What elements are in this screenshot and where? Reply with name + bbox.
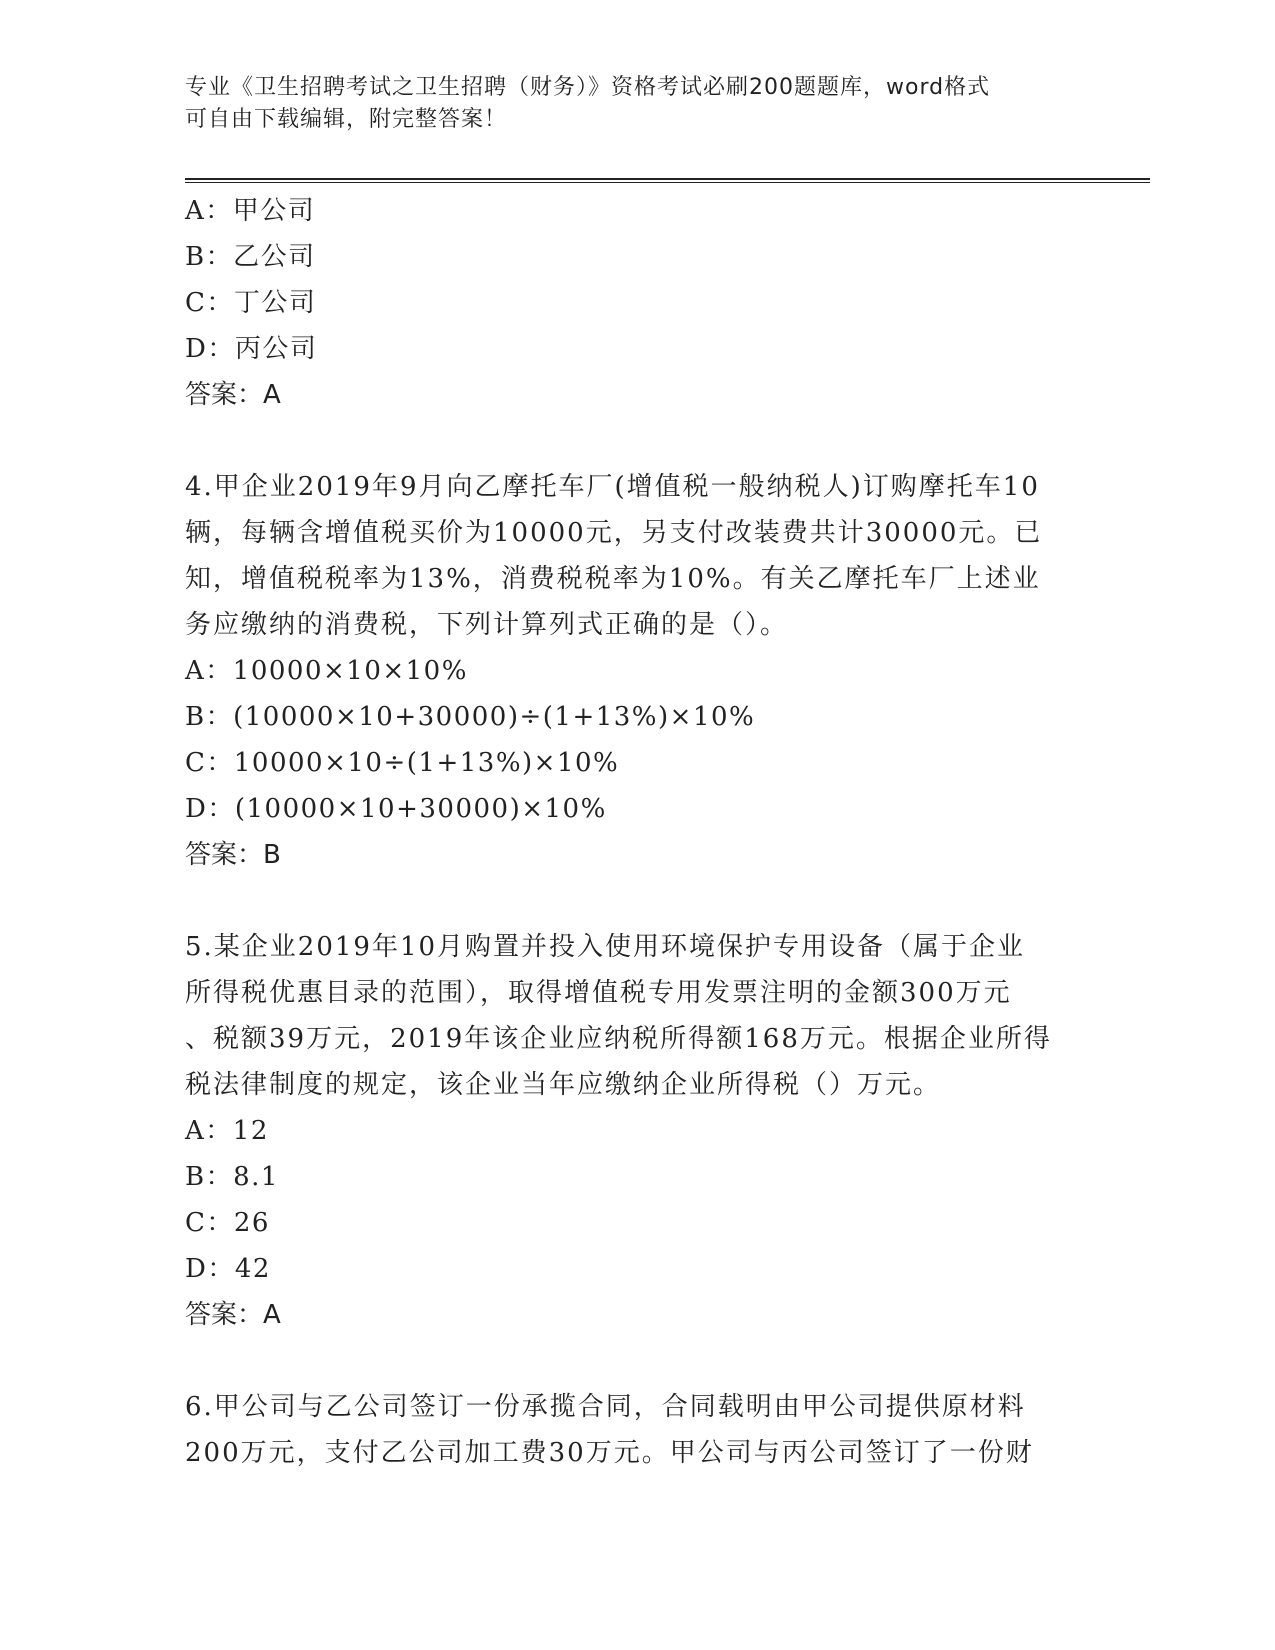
question-text-line: 5.某企业2019年10月购置并投入使用环境保护专用设备（属于企业 bbox=[185, 932, 1026, 962]
spacer bbox=[185, 878, 1085, 924]
document-body bbox=[185, 188, 1085, 1476]
spacer bbox=[185, 418, 1085, 464]
header-title-line-2: 可自由下载编辑，附完整答案！ bbox=[185, 107, 508, 132]
question-text-line: 、税额39万元，2019年该企业应纳税所得额168万元。根据企业所得 bbox=[185, 1024, 1052, 1054]
option-d: D：丙公司 bbox=[185, 334, 318, 364]
question-text-line: 6.甲公司与乙公司签订一份承揽合同，合同载明由甲公司提供原材料 bbox=[185, 1392, 1026, 1422]
question-5 bbox=[185, 924, 1085, 1338]
question-6 bbox=[185, 1384, 1085, 1476]
option-a: A：10000×10×10% bbox=[185, 656, 468, 686]
header-title-line-1: 专业《卫生招聘考试之卫生招聘（财务）》资格考试必刷200题题库，word格式 bbox=[185, 75, 991, 100]
option-c: C：26 bbox=[185, 1208, 270, 1238]
answer-label: 答案：A bbox=[185, 1300, 281, 1330]
question-text-line: 所得税优惠目录的范围），取得增值税专用发票注明的金额300万元 bbox=[185, 978, 1012, 1008]
question-text-line: 200万元，支付乙公司加工费30万元。甲公司与丙公司签订了一份财 bbox=[185, 1438, 1034, 1468]
answer-label: 答案：B bbox=[185, 840, 281, 870]
option-c: C：丁公司 bbox=[185, 288, 317, 318]
question-text-line: 税法律制度的规定，该企业当年应缴纳企业所得税（）万元。 bbox=[185, 1070, 942, 1100]
option-a: A：甲公司 bbox=[185, 196, 316, 226]
question-text-line: 知，增值税税率为13%，消费税税率为10%。有关乙摩托车厂上述业 bbox=[185, 564, 1041, 594]
option-b: B：8.1 bbox=[185, 1162, 279, 1192]
option-c: C：10000×10÷(1+13%)×10% bbox=[185, 748, 620, 778]
question-3 bbox=[185, 188, 1085, 418]
option-d: D：42 bbox=[185, 1254, 271, 1284]
header-divider bbox=[185, 178, 1150, 183]
spacer bbox=[185, 1338, 1085, 1384]
option-b: B：乙公司 bbox=[185, 242, 316, 272]
question-text-line: 辆，每辆含增值税买价为10000元，另支付改装费共计30000元。已 bbox=[185, 518, 1043, 548]
question-text-line: 务应缴纳的消费税，下列计算列式正确的是（）。 bbox=[185, 610, 789, 640]
question-text-line: 4.甲企业2019年9月向乙摩托车厂(增值税一般纳税人)订购摩托车10 bbox=[185, 472, 1040, 502]
option-b: B：(10000×10+30000)÷(1+13%)×10% bbox=[185, 702, 756, 732]
option-a: A：12 bbox=[185, 1116, 269, 1146]
question-4 bbox=[185, 464, 1085, 878]
document-header bbox=[185, 72, 1065, 136]
answer-label: 答案：A bbox=[185, 380, 281, 410]
option-d: D：(10000×10+30000)×10% bbox=[185, 794, 607, 824]
